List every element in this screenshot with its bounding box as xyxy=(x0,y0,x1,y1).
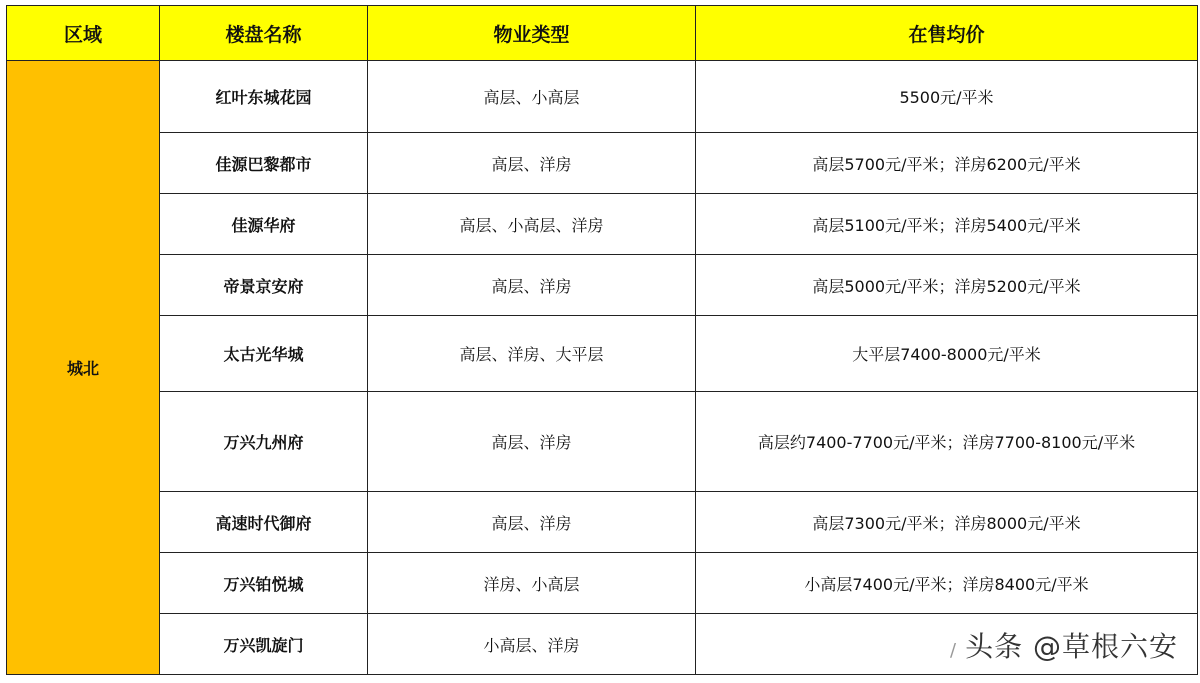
table-row xyxy=(7,255,1198,316)
header-property-type: 物业类型 xyxy=(368,6,696,61)
property-type: 高层、洋房 xyxy=(368,392,696,492)
average-price: 高层5700元/平米；洋房6200元/平米 xyxy=(696,133,1198,194)
table-row xyxy=(7,316,1198,392)
watermark-slash: / xyxy=(950,640,958,661)
header-region: 区域 xyxy=(7,6,160,61)
property-name: 佳源华府 xyxy=(160,194,368,255)
table-row xyxy=(7,553,1198,614)
property-name: 万兴铂悦城 xyxy=(160,553,368,614)
average-price: 5500元/平米 xyxy=(696,61,1198,133)
property-name: 太古光华城 xyxy=(160,316,368,392)
property-type: 高层、洋房 xyxy=(368,492,696,553)
average-price: 小高层7400元/平米；洋房8400元/平米 xyxy=(696,553,1198,614)
property-name: 佳源巴黎都市 xyxy=(160,133,368,194)
property-type: 高层、小高层 xyxy=(368,61,696,133)
property-name: 高速时代御府 xyxy=(160,492,368,553)
property-type: 高层、洋房、大平层 xyxy=(368,316,696,392)
table-row xyxy=(7,61,1198,133)
property-name: 万兴凯旋门 xyxy=(160,614,368,675)
average-price: 大平层7400-8000元/平米 xyxy=(696,316,1198,392)
region-cell: 城北 xyxy=(7,61,160,675)
housing-price-table xyxy=(6,5,1198,675)
header-row xyxy=(7,6,1198,61)
average-price: 高层5000元/平米；洋房5200元/平米 xyxy=(696,255,1198,316)
average-price: 高层5100元/平米；洋房5400元/平米 xyxy=(696,194,1198,255)
property-type: 高层、洋房 xyxy=(368,255,696,316)
table-row xyxy=(7,492,1198,553)
average-price: 高层约7400-7700元/平米；洋房7700-8100元/平米 xyxy=(696,392,1198,492)
table-row xyxy=(7,133,1198,194)
property-name: 红叶东城花园 xyxy=(160,61,368,133)
watermark-text: 头条 @草根六安 xyxy=(965,630,1178,663)
property-type: 高层、小高层、洋房 xyxy=(368,194,696,255)
table-row xyxy=(7,194,1198,255)
property-name: 帝景京安府 xyxy=(160,255,368,316)
average-price: 高层7300元/平米；洋房8000元/平米 xyxy=(696,492,1198,553)
property-type: 高层、洋房 xyxy=(368,133,696,194)
property-type: 洋房、小高层 xyxy=(368,553,696,614)
property-type: 小高层、洋房 xyxy=(368,614,696,675)
property-name: 万兴九州府 xyxy=(160,392,368,492)
watermark xyxy=(948,625,1182,665)
table-row xyxy=(7,392,1198,492)
header-average-price: 在售均价 xyxy=(696,6,1198,61)
header-property-name: 楼盘名称 xyxy=(160,6,368,61)
